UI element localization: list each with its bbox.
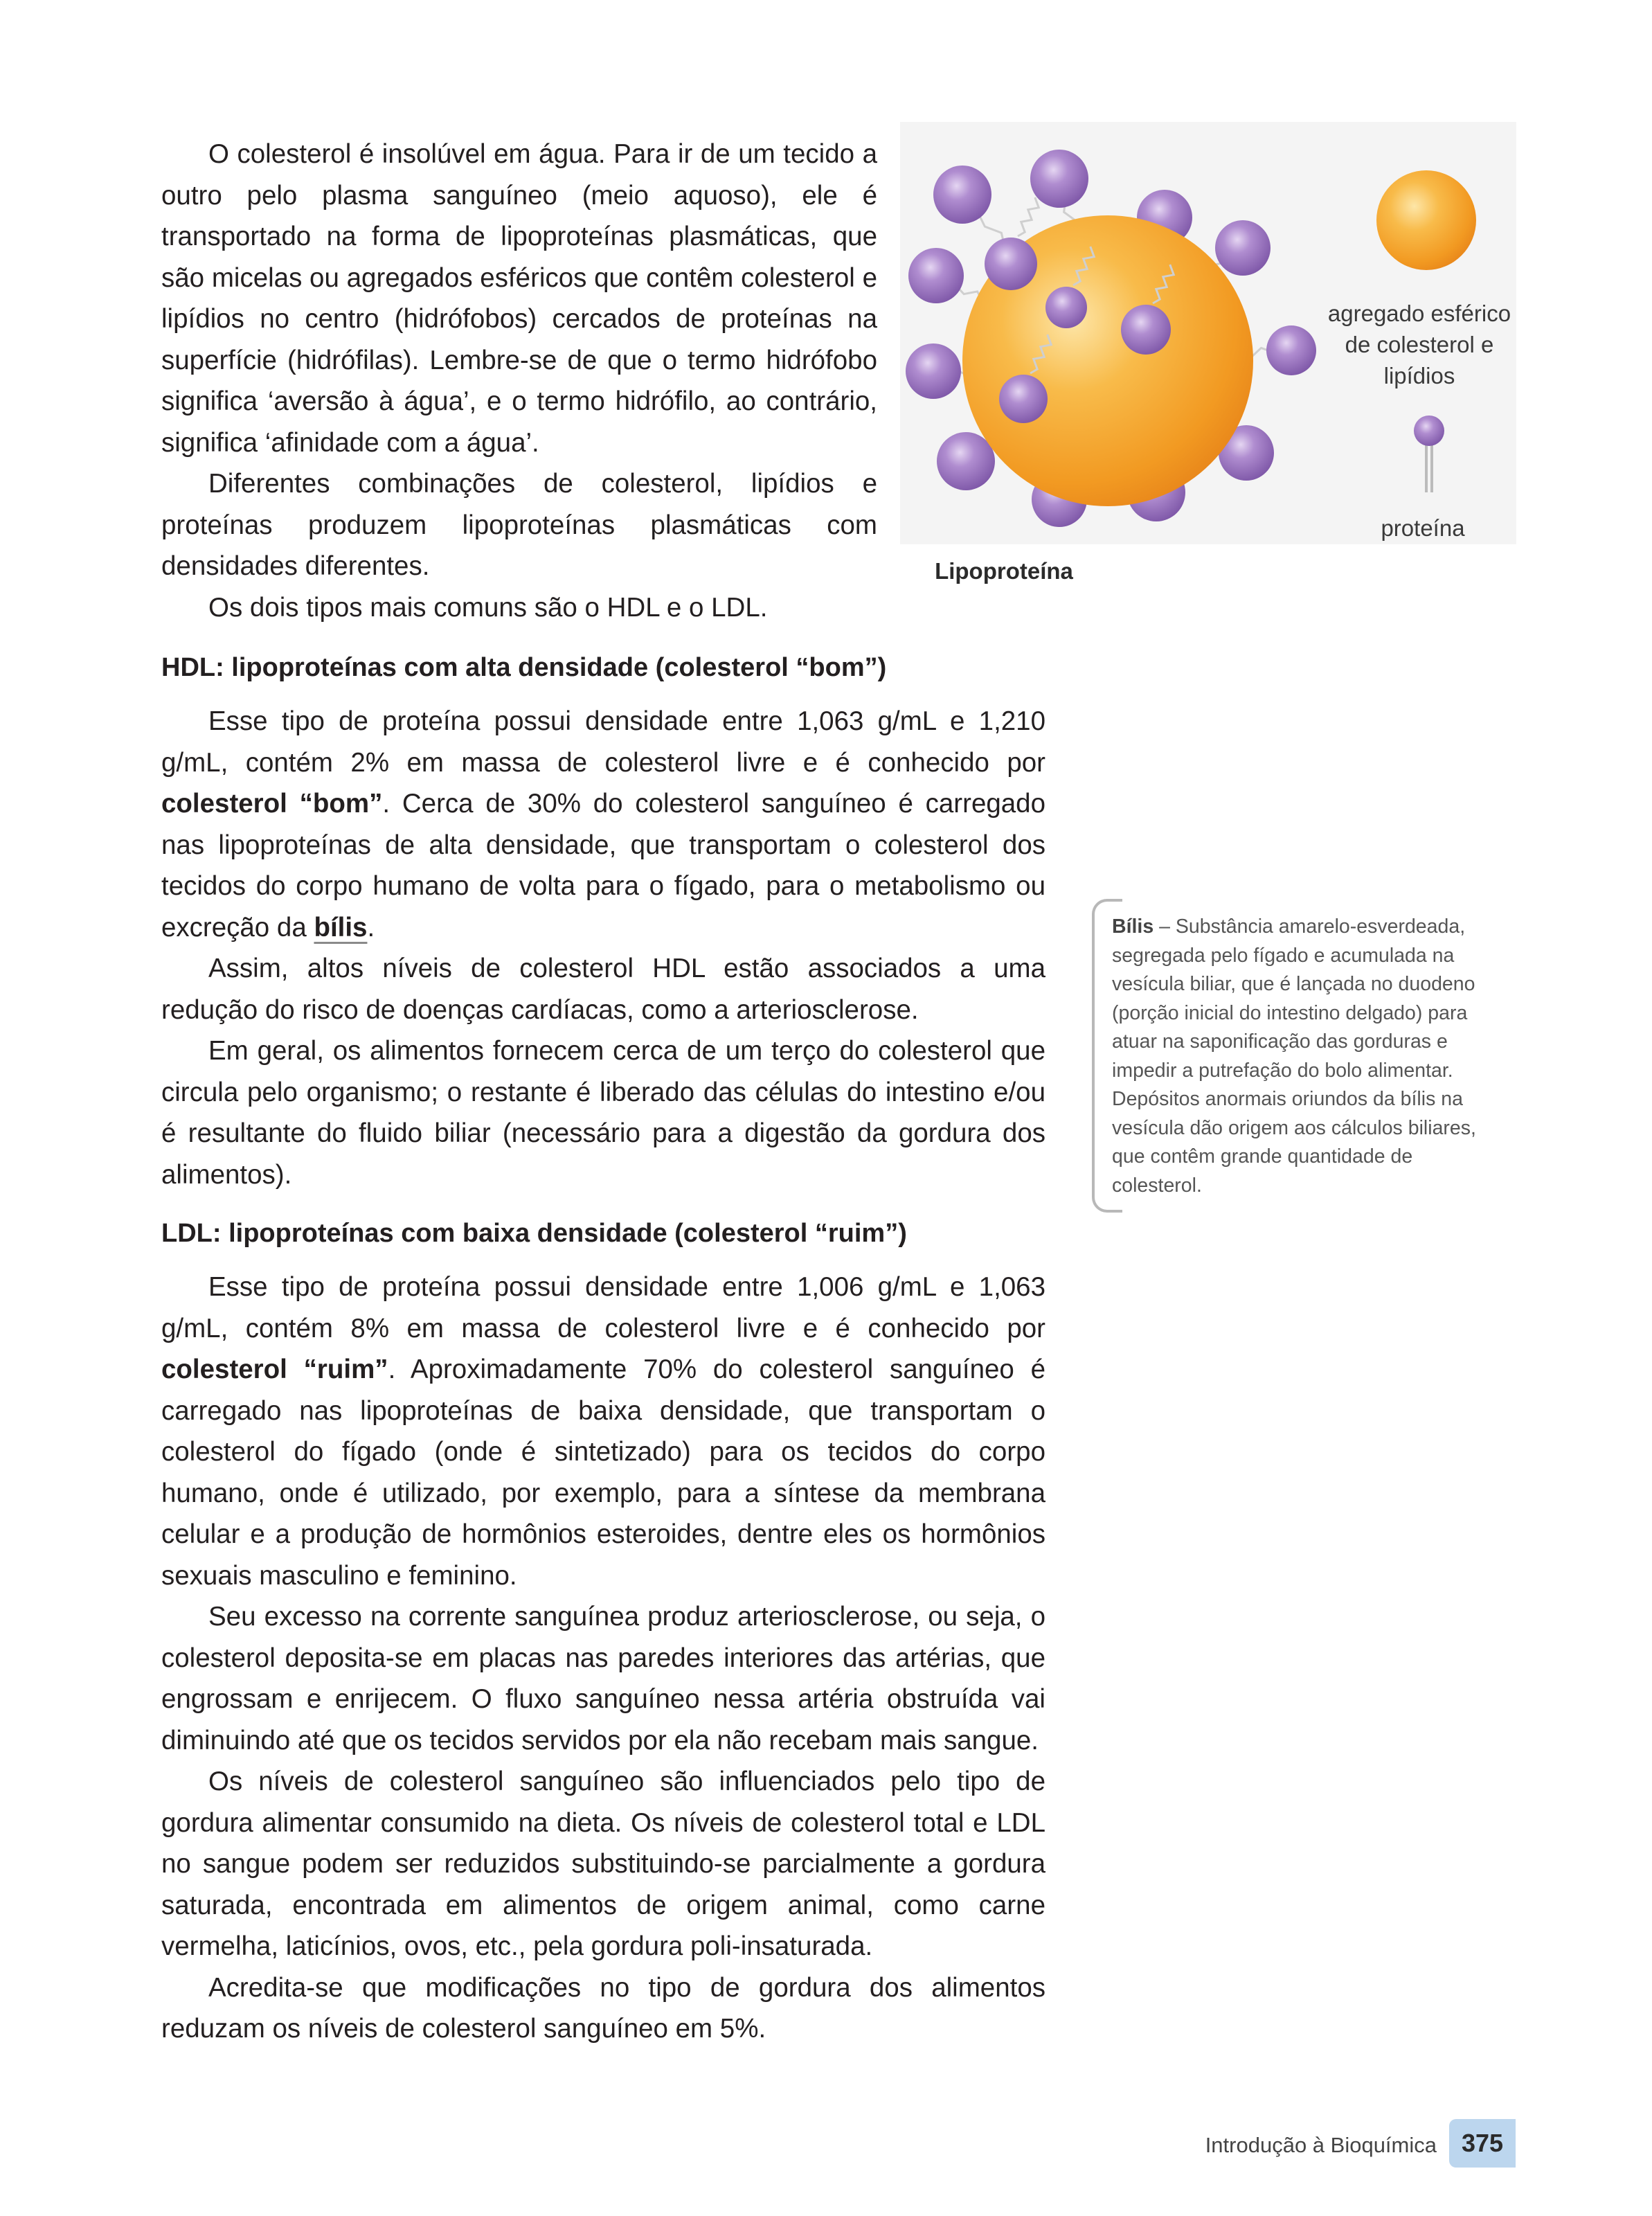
ldl-paragraph-1: Esse tipo de proteína possui densidade entre 1,006 g/mL e 1,063 g/mL, contém 8% em massa de colesterol livre e é conhecido por colesterol “ruim”. Aproximadamente 70% do colesterol sanguíneo é carregado nas lipoproteínas de baixa densidade, que transportam o colesterol do fígado (onde é sintetizado) para os tecidos do corpo humano, onde é utilizado, por exemplo, para a síntese da membrana celular e a produção de hormônios esteroides, dentre eles os hormônios sexuais masculino e feminino. [161, 1272, 1045, 1591]
aggregate-label: agregado esférico de colesterol e lipídios [1327, 301, 1511, 388]
protein-sphere [985, 238, 1037, 290]
protein-sphere [1215, 220, 1271, 276]
glossary-definition: – Substância amarelo-esverdeada, segregada pelo fígado e acumulada na vesícula biliar, que é lançada no duodeno (porção inicial do intestino delgado) para atuar na saponificação das gorduras e impedir a putrefação do bolo alimentar. Depósitos anormais oriundos da bílis na vesícula dão origem aos cálculos biliares, que contêm grande quantidade de colesterol. [1112, 915, 1476, 1197]
intro-paragraph-2: Diferentes combinações de colesterol, lipídios e proteínas produzem lipoproteínas plasmáticas com densidades diferentes. [161, 469, 877, 581]
glossary-box [1112, 913, 1507, 1200]
hdl-heading: HDL: lipoproteínas com alta densidade (colesterol “bom”) [161, 653, 887, 682]
hdl-section [161, 701, 1045, 1195]
intro-text [161, 134, 877, 628]
hdl-bold-term: colesterol “bom” [161, 789, 383, 819]
aggregate-sphere-icon [1376, 170, 1476, 270]
ldl-section [161, 1267, 1045, 2050]
protein-sphere [1121, 305, 1171, 355]
protein-sphere [1045, 287, 1087, 328]
ldl-section-heading-wrap [161, 1213, 1045, 1255]
ldl-heading: LDL: lipoproteínas com baixa densidade (colesterol “ruim”) [161, 1219, 907, 1248]
protein-sphere [1266, 325, 1316, 375]
hdl-section-heading-wrap [161, 647, 1045, 689]
protein-sphere [999, 375, 1048, 423]
protein-sphere [933, 166, 991, 224]
intro-paragraph-1: O colesterol é insolúvel em água. Para ir de um tecido a outro pelo plasma sanguíneo (meio aquoso), ele é transportado na forma de lipoproteínas plasmáticas, que são micelas ou agregados esféricos que contêm colesterol e lipídios no centro (hidrófobos) cercados de proteínas na superfície (hidrófilas). Lembre-se de que o termo hidrófobo significa ‘aversão à água’, e o termo hidrófilo, ao contrário, significa ‘afinidade com a água’. [161, 139, 877, 458]
hdl-paragraph-2: Assim, altos níveis de colesterol HDL estão associados a uma redução do risco de doenças cardíacas, como a arteriosclerose. [161, 954, 1045, 1025]
hdl-paragraph-1: Esse tipo de proteína possui densidade entre 1,063 g/mL e 1,210 g/mL, contém 2% em massa de colesterol livre e é conhecido por colesterol “bom”. Cerca de 30% do colesterol sanguíneo é carregado nas lipoproteínas de alta densidade, que transportam o colesterol dos tecidos do corpo humano de volta para o fígado, para o metabolismo ou excreção da bílis. [161, 706, 1046, 942]
glossary-term: Bílis [1112, 915, 1154, 938]
ldl-bold-term: colesterol “ruim” [161, 1355, 388, 1384]
footer-chapter-title: Introdução à Bioquímica [1205, 2133, 1437, 2157]
glossary-link-bilis[interactable]: bílis [314, 912, 368, 942]
ldl-paragraph-2: Seu excesso na corrente sanguínea produz arteriosclerose, ou seja, o colesterol deposita-se em placas nas paredes interiores das artérias, que engrossam e enrijecem. O fluxo sanguíneo nessa artéria obstruída vai diminuindo até que os tecidos servidos por ela não recebam mais sangue. [161, 1602, 1045, 1755]
ldl-paragraph-4: Acredita-se que modificações no tipo de gordura dos alimentos reduzam os níveis de colesterol sanguíneo em 5%. [161, 1972, 1045, 2044]
protein-icon [1414, 416, 1444, 446]
protein-sphere [937, 432, 995, 490]
page-number: 375 [1449, 2119, 1516, 2168]
ldl-paragraph-3: Os níveis de colesterol sanguíneo são influenciados pelo tipo de gordura alimentar consumido na dieta. Os níveis de colesterol total e LDL no sangue podem ser reduzidos substituindo-se parcialmente a gordura saturada, encontrada em alimentos de origem animal, como carne vermelha, laticínios, ovos, etc., pela gordura poli-insaturada. [161, 1767, 1045, 1961]
protein-label: proteína [1381, 515, 1465, 541]
protein-sphere [906, 343, 961, 399]
lipoprotein-caption: Lipoproteína [935, 558, 1073, 584]
intro-paragraph-3: Os dois tipos mais comuns são o HDL e o LDL. [208, 592, 768, 623]
hdl-paragraph-3: Em geral, os alimentos fornecem cerca de um terço do colesterol que circula pelo organismo; o restante é liberado das células do intestino e/ou é resultante do fluido biliar (necessário para a digestão da gordura dos alimentos). [161, 1036, 1045, 1190]
protein-sphere [1030, 150, 1088, 208]
protein-sphere [908, 248, 964, 303]
